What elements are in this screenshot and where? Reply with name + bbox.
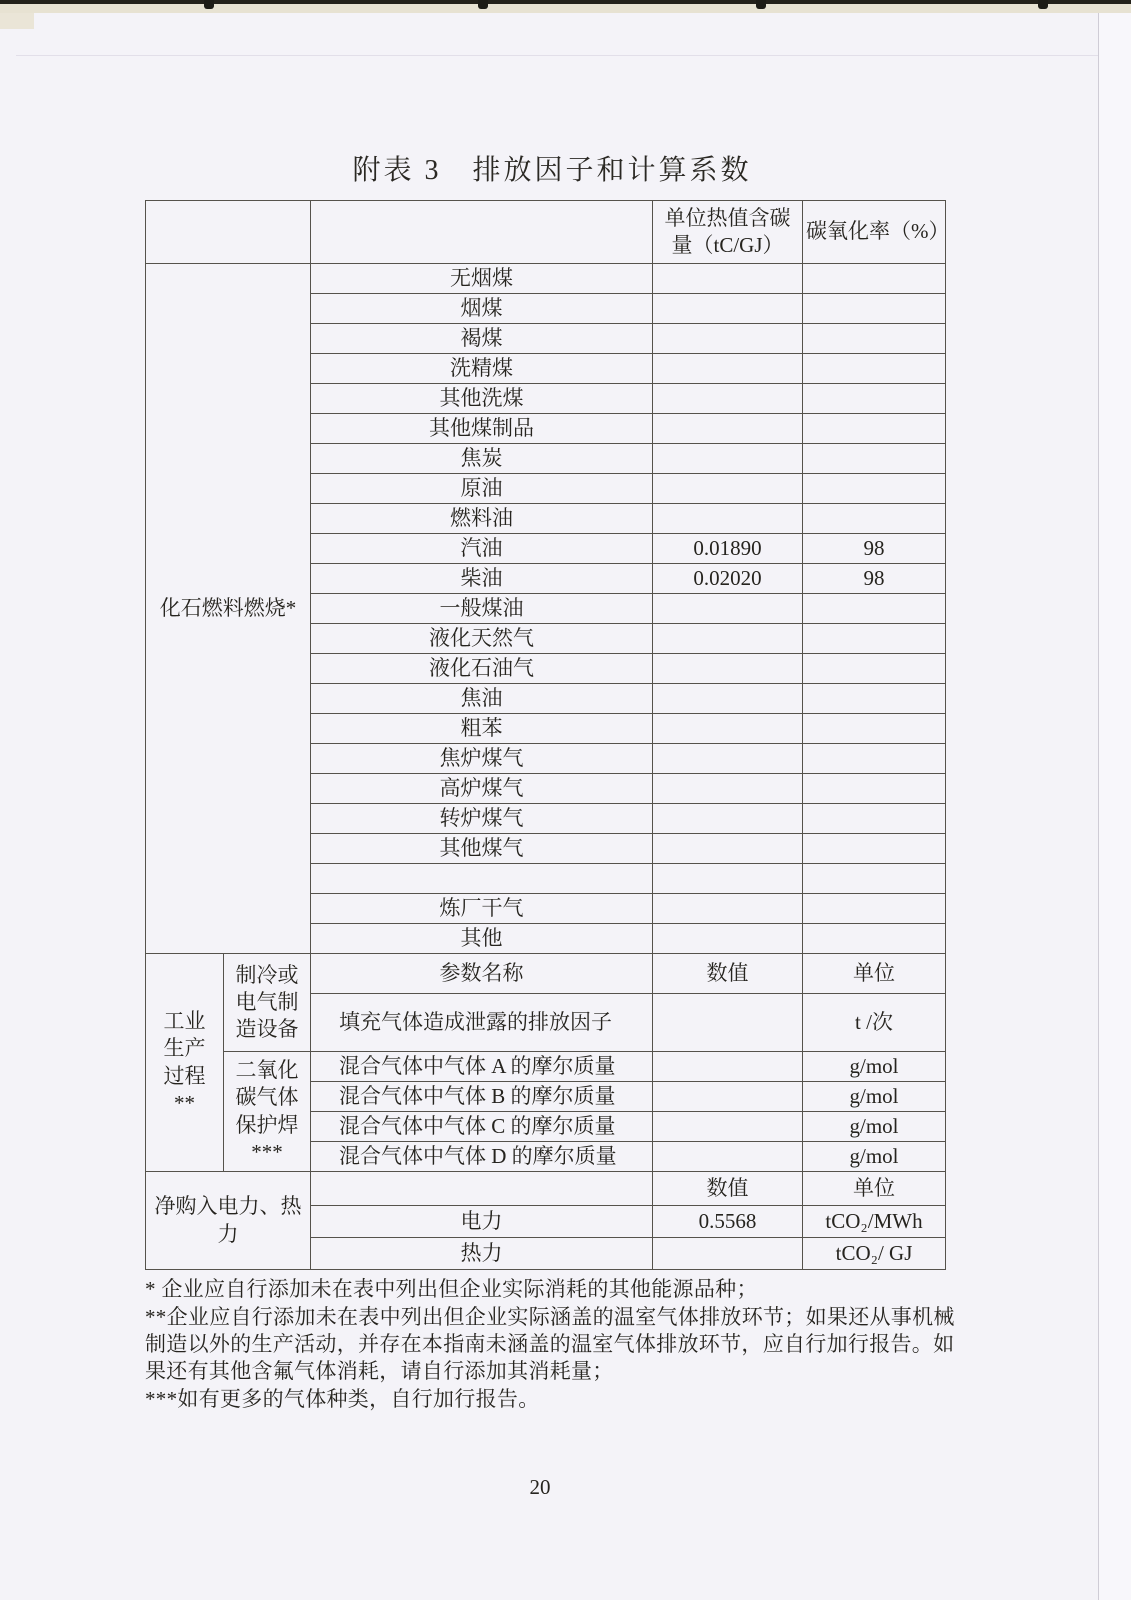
emission-factors-table-wrap [145, 200, 950, 1270]
fuel-name-cell: 液化天然气 [311, 624, 653, 654]
scan-mark [478, 0, 488, 9]
fuel-value-cell [653, 414, 803, 444]
fuel-value-cell: 0.02020 [653, 564, 803, 594]
fossil-tbody [146, 264, 946, 954]
unit-cell: g/mol [803, 1052, 946, 1082]
subsection-label-welding: 二氧化碳气体保护焊*** [224, 1052, 311, 1172]
fuel-value-cell [653, 444, 803, 474]
fuel-oxidation-cell [803, 594, 946, 624]
unit-header-cell: 单位 [803, 1172, 946, 1206]
fuel-oxidation-cell [803, 894, 946, 924]
fuel-oxidation-cell [803, 624, 946, 654]
fuel-oxidation-cell [803, 384, 946, 414]
fuel-oxidation-cell [803, 474, 946, 504]
fuel-value-cell [653, 714, 803, 744]
fuel-oxidation-cell [803, 774, 946, 804]
footnote: ***如有更多的气体种类，自行加行报告。 [145, 1387, 540, 1411]
fuel-name-cell: 柴油 [311, 564, 653, 594]
fuel-name-cell: 高炉煤气 [311, 774, 653, 804]
fuel-name-cell: 一般煤油 [311, 594, 653, 624]
table-row [146, 954, 946, 994]
fuel-oxidation-cell [803, 864, 946, 894]
page-number: 20 [529, 1475, 551, 1499]
fuel-oxidation-cell [803, 354, 946, 384]
fuel-value-cell [653, 594, 803, 624]
header-heat-content-cell: 单位热值含碳量（tC/GJ） [653, 201, 803, 264]
param-cell: 混合气体中气体 B 的摩尔质量 [311, 1082, 653, 1112]
subsection-label-refrigeration: 制冷或电气制造设备 [224, 954, 311, 1052]
table-row [146, 1052, 946, 1082]
fuel-value-cell [653, 264, 803, 294]
fuel-name-cell: 其他煤气 [311, 834, 653, 864]
fuel-value-cell [653, 654, 803, 684]
fuel-value-cell [653, 684, 803, 714]
fuel-oxidation-cell [803, 414, 946, 444]
value-cell [653, 1082, 803, 1112]
fuel-oxidation-cell [803, 744, 946, 774]
fuel-value-cell [653, 504, 803, 534]
fuel-oxidation-cell [803, 264, 946, 294]
fuel-value-cell [653, 804, 803, 834]
fuel-oxidation-cell [803, 834, 946, 864]
value-cell [653, 1052, 803, 1082]
fuel-oxidation-cell [803, 294, 946, 324]
fuel-value-cell [653, 324, 803, 354]
section-label-industrial: 工业生产过程** [146, 954, 224, 1172]
energy-name-cell: 电力 [311, 1206, 653, 1238]
fuel-oxidation-cell [803, 684, 946, 714]
page-title: 附表 3 排放因子和计算系数 [352, 155, 752, 186]
fuel-value-cell [653, 744, 803, 774]
param-cell: 混合气体中气体 A 的摩尔质量 [311, 1052, 653, 1082]
section-label-net-purchase: 净购入电力、热力 [146, 1172, 311, 1270]
fuel-oxidation-cell [803, 444, 946, 474]
section-label-fossil: 化石燃料燃烧* [146, 264, 311, 954]
fuel-name-cell: 其他洗煤 [311, 384, 653, 414]
param-cell: 混合气体中气体 D 的摩尔质量 [311, 1142, 653, 1172]
energy-name-cell: 热力 [311, 1238, 653, 1270]
unit-header-cell: 单位 [803, 954, 946, 994]
fuel-oxidation-cell [803, 654, 946, 684]
fuel-value-cell [653, 294, 803, 324]
fuel-value-cell: 0.01890 [653, 534, 803, 564]
header-empty-cell [146, 201, 311, 264]
fuel-name-cell: 其他煤制品 [311, 414, 653, 444]
value-cell: 0.5568 [653, 1206, 803, 1238]
fuel-name-cell: 焦炉煤气 [311, 744, 653, 774]
value-cell [653, 1142, 803, 1172]
scan-right-edge-line [1098, 13, 1099, 1600]
fuel-oxidation-cell [803, 504, 946, 534]
table-header-row [146, 201, 946, 264]
fuel-value-cell [653, 834, 803, 864]
fuel-name-cell: 汽油 [311, 534, 653, 564]
unit-cell: t /次 [803, 994, 946, 1052]
fuel-value-cell [653, 384, 803, 414]
fuel-name-cell: 粗苯 [311, 714, 653, 744]
unit-cell: tCO₂/ GJ [803, 1238, 946, 1270]
scan-paper-edge [0, 4, 1131, 13]
header-empty-cell [311, 201, 653, 264]
value-cell [653, 1112, 803, 1142]
fuel-oxidation-cell: 98 [803, 534, 946, 564]
fuel-value-cell [653, 864, 803, 894]
fuel-oxidation-cell [803, 324, 946, 354]
param-cell: 填充气体造成泄露的排放因子 [311, 994, 653, 1052]
fuel-name-cell [311, 864, 653, 894]
fuel-name-cell: 焦油 [311, 684, 653, 714]
scan-mark [204, 0, 214, 9]
fuel-name-cell: 洗精煤 [311, 354, 653, 384]
scan-paper-corner [0, 13, 34, 29]
unit-cell: tCO₂/MWh [803, 1206, 946, 1238]
fuel-value-cell [653, 354, 803, 384]
footnote: * 企业应自行添加未在表中列出但企业实际消耗的其他能源品种； [145, 1277, 758, 1301]
value-header-cell: 数值 [653, 1172, 803, 1206]
fuel-oxidation-cell [803, 924, 946, 954]
fuel-name-cell: 褐煤 [311, 324, 653, 354]
scan-mark [1038, 0, 1048, 9]
unit-cell: g/mol [803, 1112, 946, 1142]
industrial-process-section [146, 954, 946, 1172]
fuel-value-cell [653, 474, 803, 504]
fuel-name-cell: 原油 [311, 474, 653, 504]
unit-cell: g/mol [803, 1142, 946, 1172]
table-header-section [146, 201, 950, 264]
scan-right-margin [1099, 13, 1131, 1600]
header-oxidation-rate-cell: 碳氧化率（%） [803, 201, 946, 264]
scan-mark [756, 0, 766, 9]
fuel-row [146, 264, 946, 294]
emission-factors-table [145, 200, 950, 1270]
value-cell [653, 1238, 803, 1270]
param-name-header-cell: 参数名称 [311, 954, 653, 994]
fuel-value-cell [653, 924, 803, 954]
footnotes [145, 1276, 957, 1414]
fuel-oxidation-cell [803, 714, 946, 744]
fuel-name-cell: 转炉煤气 [311, 804, 653, 834]
table-row [146, 1172, 946, 1206]
fuel-name-cell: 无烟煤 [311, 264, 653, 294]
fuel-name-cell: 焦炭 [311, 444, 653, 474]
param-cell: 混合气体中气体 C 的摩尔质量 [311, 1112, 653, 1142]
fuel-value-cell [653, 624, 803, 654]
scan-fold-line [16, 55, 1100, 56]
fuel-name-cell: 液化石油气 [311, 654, 653, 684]
fuel-oxidation-cell [803, 804, 946, 834]
fuel-name-cell: 烟煤 [311, 294, 653, 324]
fuel-oxidation-cell: 98 [803, 564, 946, 594]
fuel-name-cell: 其他 [311, 924, 653, 954]
fuel-name-cell: 炼厂干气 [311, 894, 653, 924]
empty-cell [311, 1172, 653, 1206]
value-header-cell: 数值 [653, 954, 803, 994]
unit-cell: g/mol [803, 1082, 946, 1112]
fuel-value-cell [653, 774, 803, 804]
fuel-value-cell [653, 894, 803, 924]
footnote: **企业应自行添加未在表中列出但企业实际涵盖的温室气体排放环节；如果还从事机械制造以外的生产活动，并存在本指南未涵盖的温室气体排放环节，应自行加行报告。如果还有其他含氟气体消耗，请自行添加其消耗量； [145, 1305, 955, 1383]
value-cell [653, 994, 803, 1052]
net-purchase-section [146, 1172, 946, 1270]
fuel-name-cell: 燃料油 [311, 504, 653, 534]
